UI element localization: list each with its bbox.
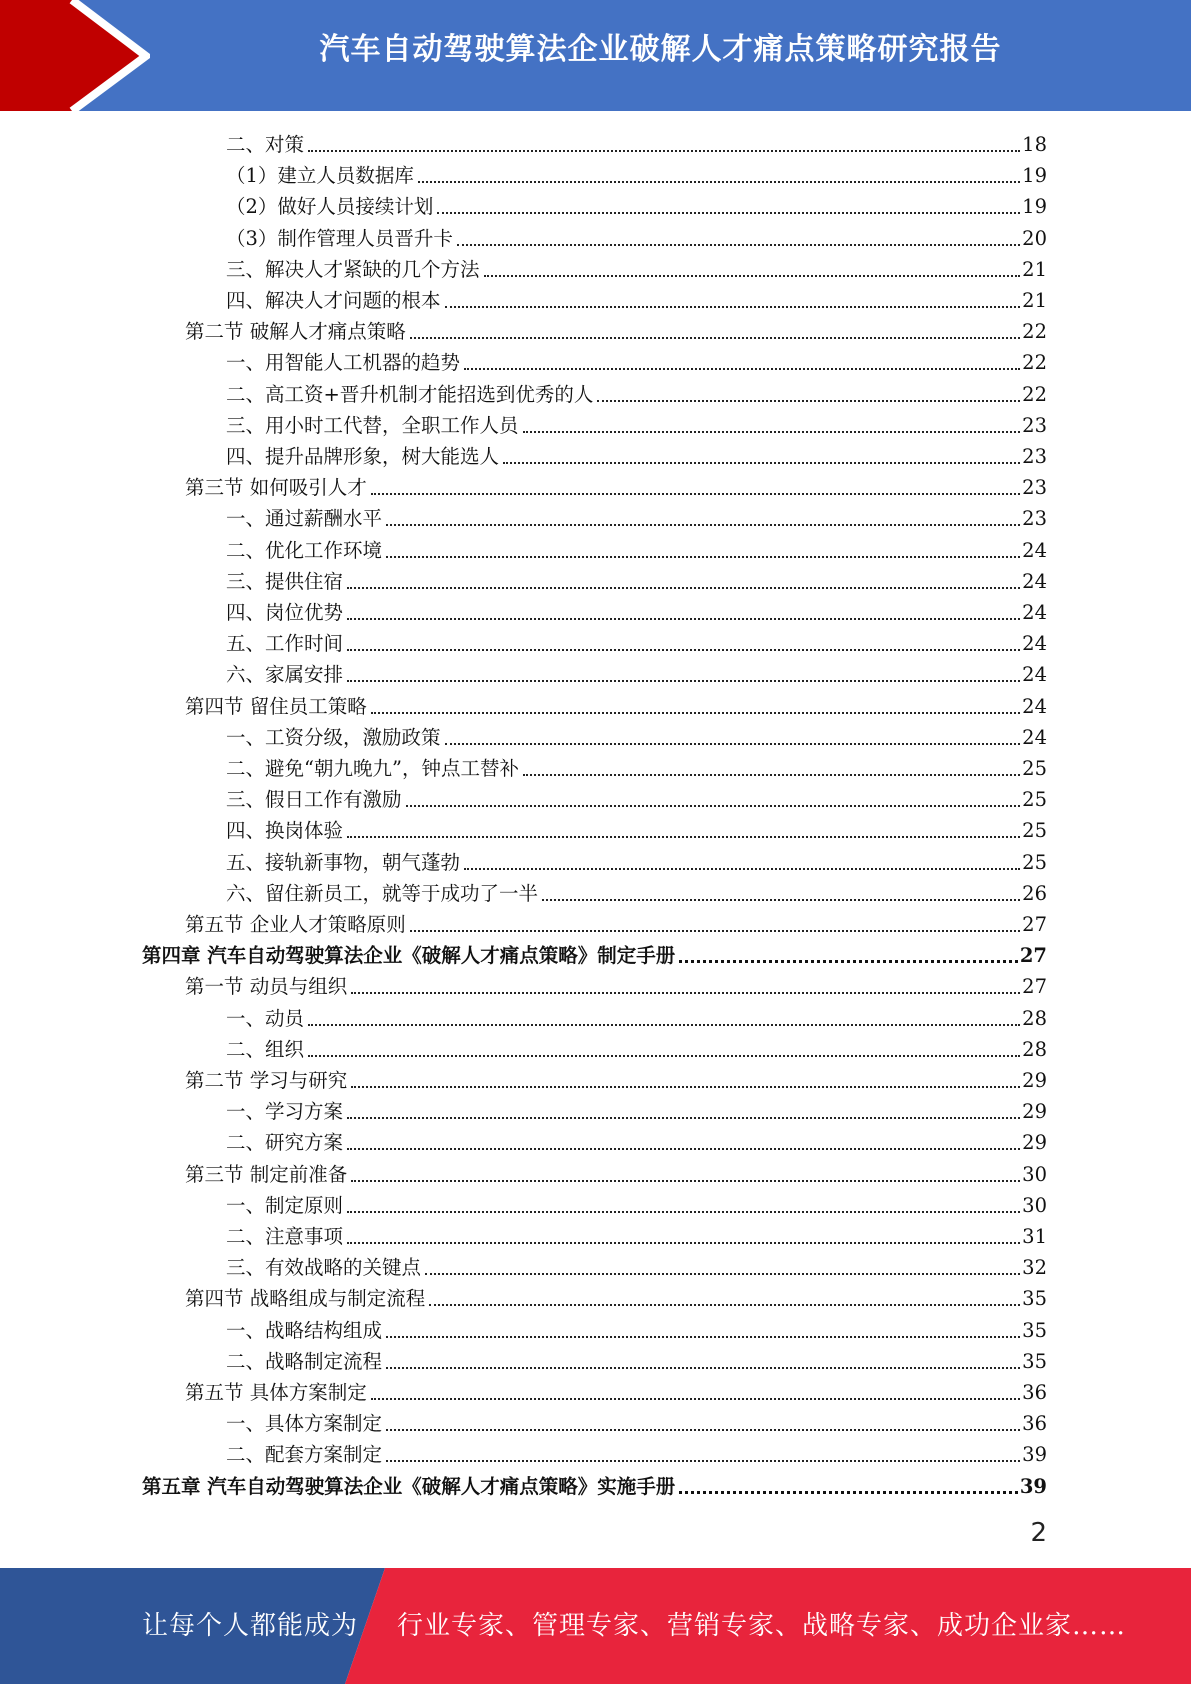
toc-subsection-entry[interactable] — [226, 783, 1047, 813]
toc-page-number: 27 — [1019, 944, 1047, 968]
toc-subsection-entry[interactable] — [226, 440, 1047, 470]
toc-dot-leader — [347, 649, 1020, 651]
toc-entry-text: 三、提供住宿 — [226, 569, 344, 593]
toc-dot-leader — [351, 1086, 1020, 1088]
toc-subsection-entry[interactable] — [226, 284, 1047, 314]
toc-subsection-entry[interactable] — [226, 190, 1047, 220]
toc-subsection-entry[interactable] — [226, 565, 1047, 595]
toc-entry-text: 二、研究方案 — [226, 1131, 344, 1155]
toc-dot-leader — [457, 244, 1020, 246]
toc-page-number: 25 — [1022, 757, 1047, 780]
toc-entry-text: 一、用智能人工机器的趋势 — [226, 351, 461, 375]
toc-entry-text: 四、换岗体验 — [226, 819, 344, 843]
toc-subsection-entry[interactable] — [226, 534, 1047, 564]
toc-entry-text: 四、提升品牌形象，树大能选人 — [226, 445, 500, 468]
toc-dot-leader — [679, 1491, 1018, 1494]
toc-page-number: 24 — [1022, 632, 1047, 656]
toc-subsection-entry[interactable] — [226, 378, 1047, 408]
toc-page-number: 29 — [1022, 1131, 1047, 1155]
toc-entry-text: 一、工资分级，激励政策 — [226, 725, 441, 749]
toc-section-entry[interactable] — [185, 471, 1047, 501]
toc-dot-leader — [347, 836, 1020, 838]
toc-page-number: 19 — [1022, 164, 1047, 188]
toc-dot-leader — [523, 774, 1020, 776]
toc-page-number: 22 — [1022, 320, 1047, 344]
toc-subsection-entry[interactable] — [226, 596, 1047, 626]
toc-entry-text: 第四节 战略组成与制定流程 — [185, 1287, 426, 1311]
toc-dot-leader — [371, 493, 1020, 495]
toc-page-number: 39 — [1022, 1443, 1047, 1467]
toc-page-number: 22 — [1022, 351, 1047, 375]
toc-dot-leader — [542, 899, 1020, 901]
toc-dot-leader — [308, 1024, 1020, 1026]
toc-page-number: 35 — [1022, 1349, 1047, 1373]
toc-page-number: 30 — [1022, 1193, 1047, 1217]
toc-subsection-entry[interactable] — [226, 846, 1047, 876]
toc-dot-leader — [308, 1055, 1020, 1057]
toc-entry-text: 第三节 制定前准备 — [185, 1162, 348, 1186]
toc-entry-text: 二、组织 — [226, 1037, 305, 1061]
toc-page-number: 24 — [1022, 601, 1047, 624]
toc-entry-text: 二、配套方案制定 — [226, 1443, 383, 1467]
toc-entry-text: 二、战略制定流程 — [226, 1349, 383, 1373]
footer-slogan: 让每个人都能成为 — [142, 1611, 359, 1641]
toc-page-number: 35 — [1022, 1318, 1047, 1342]
toc-entry-text: 四、解决人才问题的根本 — [226, 289, 441, 312]
toc-entry-text: 二、注意事项 — [226, 1225, 344, 1248]
toc-dot-leader — [445, 306, 1021, 308]
toc-section-entry[interactable] — [185, 1376, 1047, 1406]
toc-dot-leader — [347, 587, 1020, 589]
toc-page-number: 35 — [1022, 1287, 1047, 1311]
toc-section-entry[interactable] — [185, 1158, 1047, 1188]
toc-dot-leader — [523, 431, 1021, 433]
toc-subsection-entry[interactable] — [226, 1438, 1047, 1468]
toc-entry-text: 二、优化工作环境 — [226, 538, 383, 562]
toc-subsection-entry[interactable] — [226, 752, 1047, 782]
toc-dot-leader — [308, 150, 1020, 152]
toc-page-number: 27 — [1022, 975, 1047, 999]
toc-dot-leader — [386, 556, 1020, 558]
toc-page-number: 24 — [1022, 663, 1047, 687]
footer-banner — [0, 1568, 1191, 1684]
toc-page-number: 30 — [1022, 1162, 1047, 1186]
toc-entry-text: 第五章 汽车自动驾驶算法企业《破解人才痛点策略》实施手册 — [142, 1474, 676, 1498]
toc-entry-text: 第四章 汽车自动驾驶算法企业《破解人才痛点策略》制定手册 — [142, 944, 676, 968]
header-banner — [0, 0, 1191, 111]
toc-subsection-entry[interactable] — [226, 877, 1047, 907]
toc-dot-leader — [386, 1367, 1020, 1369]
toc-section-entry[interactable] — [185, 1282, 1047, 1312]
page-number: 2 — [1030, 1518, 1047, 1548]
toc-dot-leader — [386, 524, 1020, 526]
toc-subsection-entry[interactable] — [226, 1407, 1047, 1437]
toc-page-number: 21 — [1022, 257, 1047, 281]
toc-entry-text: 五、接轨新事物，朝气蓬勃 — [226, 850, 461, 874]
toc-dot-leader — [347, 1211, 1020, 1213]
toc-dot-leader — [351, 1180, 1020, 1182]
toc-dot-leader — [484, 275, 1021, 277]
toc-page-number: 24 — [1022, 538, 1047, 562]
toc-chapter-entry[interactable] — [142, 1470, 1047, 1500]
toc-dot-leader — [429, 1304, 1020, 1306]
header-arrow-icon — [0, 0, 150, 111]
toc-subsection-entry[interactable] — [226, 253, 1047, 283]
toc-dot-leader — [597, 400, 1020, 402]
toc-entry-text: 四、岗位优势 — [226, 601, 344, 624]
toc-section-entry[interactable] — [185, 908, 1047, 938]
toc-page-number: 39 — [1019, 1474, 1047, 1498]
toc-page-number: 21 — [1022, 289, 1047, 312]
toc-dot-leader — [679, 960, 1018, 963]
toc-dot-leader — [347, 1117, 1020, 1119]
toc-subsection-entry[interactable] — [226, 658, 1047, 688]
toc-page-number: 24 — [1022, 694, 1047, 718]
toc-dot-leader — [418, 181, 1020, 183]
toc-entry-text: 第五节 企业人才策略原则 — [185, 913, 406, 936]
toc-page-number: 24 — [1022, 569, 1047, 593]
toc-entry-text: （2）做好人员接续计划 — [226, 195, 434, 219]
toc-dot-leader — [464, 368, 1020, 370]
toc-subsection-entry[interactable] — [226, 128, 1047, 158]
toc-entry-text: 二、高工资+晋升机制才能招选到优秀的人 — [226, 382, 594, 406]
toc-page-number: 26 — [1022, 881, 1047, 905]
toc-entry-text: 二、对策 — [226, 133, 305, 156]
toc-dot-leader — [445, 743, 1021, 745]
toc-entry-text: 三、有效战略的关键点 — [226, 1256, 422, 1280]
toc-entry-text: 第五节 具体方案制定 — [185, 1381, 367, 1404]
toc-page-number: 28 — [1022, 1006, 1047, 1030]
toc-entry-text: 三、用小时工代替，全职工作人员 — [226, 413, 519, 437]
toc-entry-text: 第二节 学习与研究 — [185, 1069, 348, 1092]
toc-chapter-entry[interactable] — [142, 939, 1047, 969]
toc-page-number: 23 — [1022, 445, 1047, 468]
toc-subsection-entry[interactable] — [226, 222, 1047, 252]
toc-page-number: 20 — [1022, 226, 1047, 250]
toc-entry-text: 三、解决人才紧缺的几个方法 — [226, 257, 480, 281]
toc-subsection-entry[interactable] — [226, 1126, 1047, 1156]
toc-subsection-entry[interactable] — [226, 1095, 1047, 1125]
toc-page-number: 25 — [1022, 788, 1047, 812]
toc-entry-text: 第一节 动员与组织 — [185, 975, 348, 999]
toc-page-number: 23 — [1022, 476, 1047, 500]
toc-entry-text: 五、工作时间 — [226, 632, 344, 656]
toc-dot-leader — [437, 212, 1020, 214]
toc-dot-leader — [386, 1429, 1020, 1431]
toc-subsection-entry[interactable] — [226, 409, 1047, 439]
toc-page-number: 25 — [1022, 819, 1047, 843]
toc-page-number: 18 — [1022, 133, 1047, 156]
toc-dot-leader — [503, 462, 1020, 464]
toc-dot-leader — [347, 618, 1020, 620]
toc-entry-text: 第二节 破解人才痛点策略 — [185, 320, 406, 344]
toc-subsection-entry[interactable] — [226, 1189, 1047, 1219]
toc-subsection-entry[interactable] — [226, 627, 1047, 657]
toc-dot-leader — [406, 805, 1021, 807]
toc-page-number: 24 — [1022, 725, 1047, 749]
toc-subsection-entry[interactable] — [226, 1345, 1047, 1375]
toc-dot-leader — [386, 1336, 1020, 1338]
toc-page-number: 22 — [1022, 382, 1047, 406]
toc-entry-text: （3）制作管理人员晋升卡 — [226, 226, 453, 250]
footer-roles: 行业专家、管理专家、营销专家、战略专家、成功企业家…… — [397, 1611, 1127, 1641]
toc-subsection-entry[interactable] — [226, 346, 1047, 376]
toc-entry-text: 一、具体方案制定 — [226, 1412, 383, 1436]
toc-subsection-entry[interactable] — [226, 502, 1047, 532]
toc-entry-text: 一、动员 — [226, 1006, 305, 1030]
toc-dot-leader — [347, 1242, 1020, 1244]
toc-page-number: 28 — [1022, 1037, 1047, 1061]
toc-dot-leader — [347, 1148, 1020, 1150]
document-title: 汽车自动驾驶算法企业破解人才痛点策略研究报告 — [319, 32, 1002, 67]
toc-entry-text: （1）建立人员数据库 — [226, 164, 414, 188]
toc-dot-leader — [464, 868, 1020, 870]
toc-dot-leader — [410, 337, 1020, 339]
toc-page-number: 19 — [1022, 195, 1047, 219]
toc-section-entry[interactable] — [185, 970, 1047, 1000]
toc-entry-text: 一、制定原则 — [226, 1193, 344, 1217]
toc-page-number: 25 — [1022, 850, 1047, 874]
toc-dot-leader — [347, 680, 1020, 682]
toc-dot-leader — [386, 1460, 1020, 1462]
toc-section-entry[interactable] — [185, 690, 1047, 720]
toc-subsection-entry[interactable] — [226, 721, 1047, 751]
toc-section-entry[interactable] — [185, 315, 1047, 345]
toc-dot-leader — [371, 712, 1020, 714]
toc-dot-leader — [351, 992, 1020, 994]
toc-subsection-entry[interactable] — [226, 1220, 1047, 1250]
toc-page-number: 23 — [1022, 507, 1047, 531]
toc-dot-leader — [425, 1273, 1020, 1275]
toc-entry-text: 第四节 留住员工策略 — [185, 694, 367, 718]
toc-page-number: 36 — [1022, 1412, 1047, 1436]
toc-entry-text: 一、学习方案 — [226, 1100, 344, 1124]
toc-entry-text: 一、通过薪酬水平 — [226, 507, 383, 531]
toc-dot-leader — [410, 930, 1020, 932]
toc-entry-text: 二、避免“朝九晚九”，钟点工替补 — [226, 757, 519, 780]
toc-entry-text: 三、假日工作有激励 — [226, 788, 402, 812]
toc-entry-text: 六、留住新员工，就等于成功了一半 — [226, 881, 539, 905]
toc-subsection-entry[interactable] — [226, 1033, 1047, 1063]
toc-subsection-entry[interactable] — [226, 814, 1047, 844]
toc-page-number: 29 — [1022, 1069, 1047, 1092]
toc-page-number: 31 — [1022, 1225, 1047, 1248]
toc-subsection-entry[interactable] — [226, 1002, 1047, 1032]
toc-entry-text: 六、家属安排 — [226, 663, 344, 687]
toc-subsection-entry[interactable] — [226, 1251, 1047, 1281]
toc-page-number: 29 — [1022, 1100, 1047, 1124]
toc-page-number: 27 — [1022, 913, 1047, 936]
toc-entry-text: 第三节 如何吸引人才 — [185, 476, 367, 500]
toc-page-number: 36 — [1022, 1381, 1047, 1404]
toc-page-number: 23 — [1022, 413, 1047, 437]
toc-entry-text: 一、战略结构组成 — [226, 1318, 383, 1342]
toc-section-entry[interactable] — [185, 1064, 1047, 1094]
toc-subsection-entry[interactable] — [226, 1314, 1047, 1344]
toc-page-number: 32 — [1022, 1256, 1047, 1280]
toc-subsection-entry[interactable] — [226, 159, 1047, 189]
toc-dot-leader — [371, 1398, 1020, 1400]
